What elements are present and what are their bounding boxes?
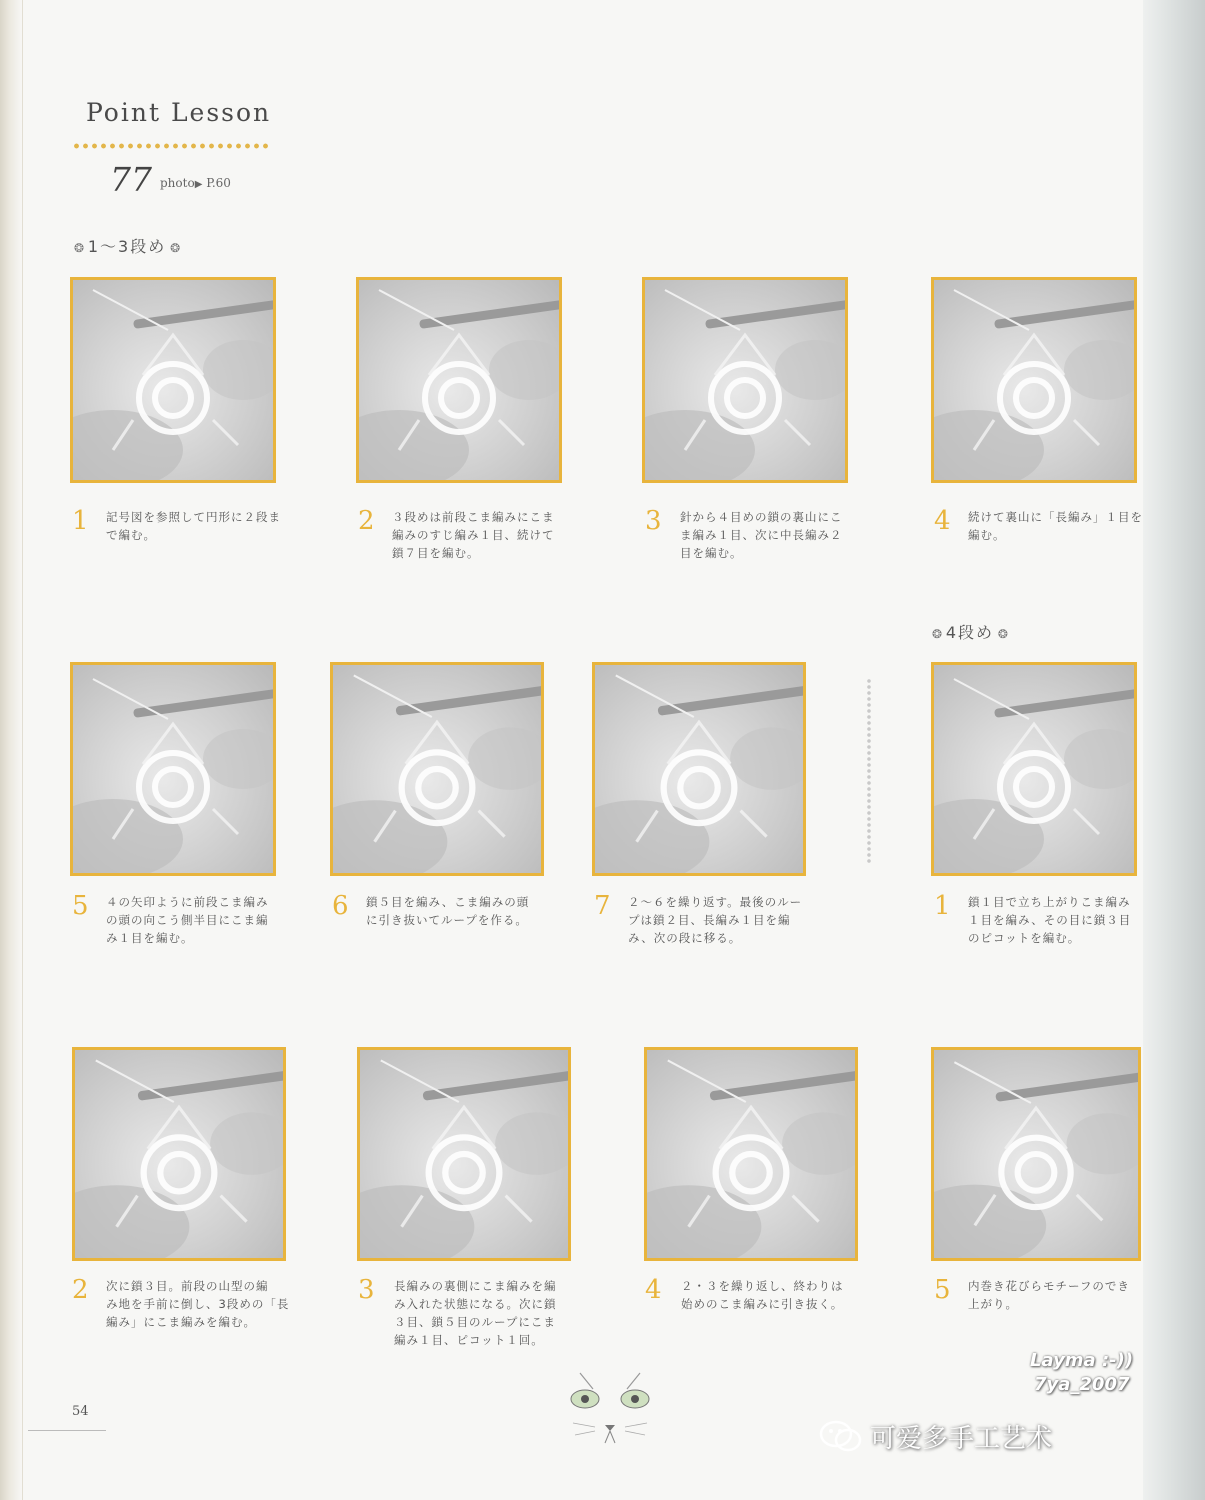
photo-reference — [160, 176, 231, 190]
finished-motif-photo — [931, 1047, 1141, 1261]
step-photo — [357, 1047, 571, 1261]
credit-line-1: Layma :-)) — [1030, 1350, 1134, 1371]
step-photo — [931, 662, 1137, 876]
step-number: 2 — [358, 506, 375, 536]
step-photo — [931, 277, 1137, 483]
step-text: 鎖１目で立ち上がりこま編み １目を編み、その目に鎖３目 のピコットを編む。 — [968, 895, 1132, 945]
step-text: 続けて裏山に「長編み」１目を 編む。 — [968, 510, 1143, 542]
photo-ref-page: P.60 — [206, 176, 231, 190]
step-text: 内巻き花びらモチーフのでき 上がり。 — [968, 1279, 1130, 1311]
step-text: 針から４目めの鎖の裏山にこ ま編み１目、次に中長編み２ 目を編む。 — [680, 510, 843, 560]
credit-line-2: 7ya_2007 — [1034, 1374, 1130, 1395]
step-text: 次に鎖３目。前段の山型の編 み地を手前に倒し、3段めの「長 編み」にこま編みを編む。 — [106, 1279, 290, 1329]
step-number: 4 — [934, 506, 951, 536]
step-number: 4 — [645, 1275, 662, 1305]
step-text: ２～６を繰り返す。最後のルー プは鎖２目、長編み１目を編 み、次の段に移る。 — [628, 895, 803, 945]
arrow-icon: ▶ — [194, 179, 203, 190]
step-photo — [70, 277, 276, 483]
footer-rule — [28, 1430, 106, 1431]
step-photo — [72, 1047, 286, 1261]
dotted-rule — [72, 142, 270, 150]
watermark-text: 可爱多手工艺术 — [870, 1424, 1053, 1454]
step-photo — [356, 277, 562, 483]
page-number: 54 — [72, 1404, 89, 1419]
facing-page-edge — [1143, 0, 1205, 1500]
step-text: 鎖５目を編み、こま編みの頭 に引き抜いてループを作る。 — [366, 895, 530, 927]
step-text: ３段めは前段こま編みにこま 編みのすじ編み１目、続けて 鎖７目を編む。 — [392, 510, 555, 560]
step-photo — [330, 662, 544, 876]
section-heading-rows-1-3 — [74, 234, 180, 257]
section-label: 4段め — [945, 623, 995, 642]
section-heading-row-4 — [932, 620, 1008, 643]
step-number: 7 — [594, 891, 611, 921]
step-number: 5 — [934, 1275, 951, 1305]
step-photo — [644, 1047, 858, 1261]
step-photo — [592, 662, 806, 876]
cat-face-illustration — [555, 1365, 665, 1455]
watermark — [818, 1418, 1052, 1460]
lesson-number: 77 — [110, 160, 152, 199]
section-label: 1～3段め — [87, 237, 167, 256]
step-number: 2 — [72, 1275, 89, 1305]
step-text: 記号図を参照して円形に２段ま で編む。 — [106, 510, 281, 542]
section-divider — [866, 678, 872, 864]
page-binding-edge — [0, 0, 23, 1500]
step-number: 5 — [72, 891, 89, 921]
photo-ref-label: photo — [160, 176, 195, 190]
step-text: ４の矢印ように前段こま編み の頭の向こう側半目にこま編 み１目を編む。 — [106, 895, 269, 945]
step-text: 長編みの裏側にこま編みを編 み入れた状態になる。次に鎖 ３目、鎖５目のループにこま 編み１目、ピコット１回。 — [394, 1279, 557, 1347]
step-photo — [70, 662, 276, 876]
step-number: 6 — [332, 891, 349, 921]
wechat-icon — [818, 1419, 864, 1460]
step-number: 1 — [934, 891, 951, 921]
ornament-icon: ❂ — [74, 241, 88, 255]
ornament-icon: ❂ — [994, 627, 1008, 641]
step-number: 3 — [358, 1275, 375, 1305]
step-text: ２・３を繰り返し、終わりは 始めのこま編みに引き抜く。 — [681, 1279, 844, 1311]
ornament-icon: ❂ — [932, 627, 946, 641]
step-number: 1 — [72, 506, 89, 536]
step-number: 3 — [645, 506, 662, 536]
lesson-title: Point Lesson — [86, 98, 272, 127]
ornament-icon: ❂ — [166, 241, 181, 255]
step-photo — [642, 277, 848, 483]
